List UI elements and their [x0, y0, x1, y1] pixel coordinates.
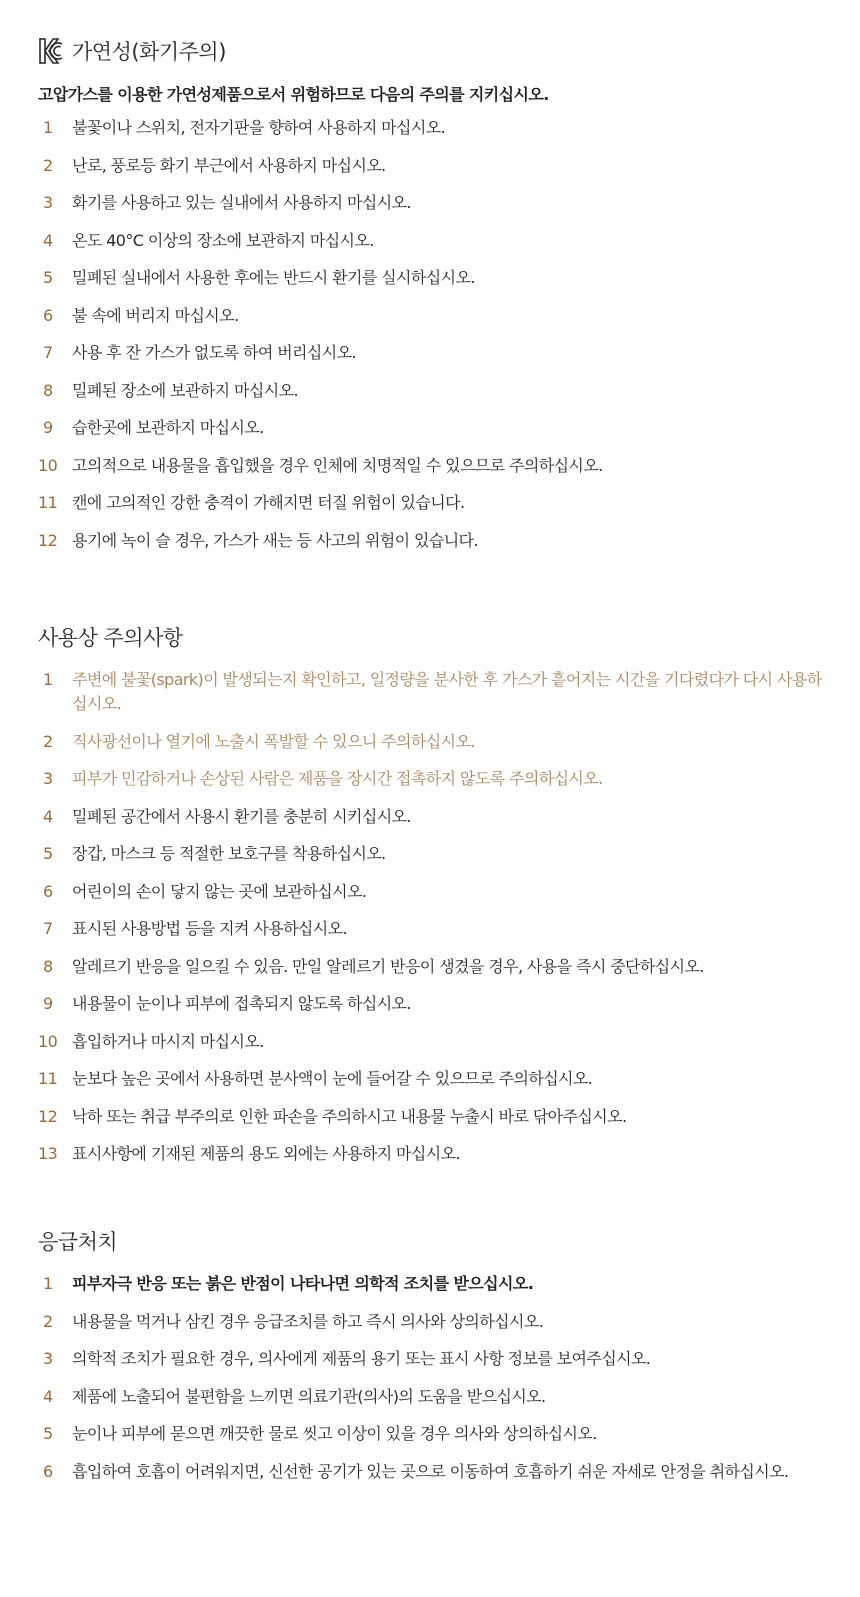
item-text: 낙하 또는 취급 부주의로 인한 파손을 주의하시고 내용물 누출시 바로 닦아주십시오.	[72, 1106, 627, 1126]
usage-title: 사용상 주의사항	[38, 626, 183, 650]
item-number: 13	[38, 1144, 58, 1163]
item-number: 9	[43, 418, 53, 437]
item-number: 11	[38, 1069, 58, 1088]
item-number: 3	[43, 769, 53, 788]
item-text: 화기를 사용하고 있는 실내에서 사용하지 마십시오.	[72, 193, 411, 212]
item-text: 어린이의 손이 닿지 않는 곳에 보관하십시오.	[72, 881, 367, 901]
first-aid-header	[38, 1224, 828, 1258]
item-text: 내용물이 눈이나 피부에 접촉되지 않도록 하십시오.	[72, 994, 411, 1013]
item-number: 6	[43, 1461, 53, 1481]
list-item	[38, 805, 828, 829]
item-number: 7	[43, 919, 53, 938]
list-item	[38, 1460, 828, 1484]
list-item	[38, 116, 828, 140]
kc-certification-icon	[38, 37, 64, 65]
list-item	[38, 1105, 828, 1129]
item-text: 고의적으로 내용물을 흡입했을 경우 인체에 치명적일 수 있으므로 주의하십시오.	[72, 455, 603, 475]
list-item	[38, 1272, 828, 1296]
list-item	[38, 1385, 828, 1409]
item-text: 난로, 풍로등 화기 부근에서 사용하지 마십시오.	[72, 155, 386, 175]
item-text: 흡입하여 호흡이 어려워지면, 신선한 공기가 있는 곳으로 이동하여 호흡하기 쉬운 자세로 안정을 취하십시오.	[72, 1461, 789, 1481]
list-item	[38, 917, 828, 941]
item-text: 용기에 녹이 슬 경우, 가스가 새는 등 사고의 위험이 있습니다.	[72, 530, 478, 550]
item-text: 알레르기 반응을 일으킬 수 있음. 만일 알레르기 반응이 생겼을 경우, 사용을 즉시 중단하십시오.	[72, 956, 704, 976]
item-text: 불꽃이나 스위치, 전자기판을 향하여 사용하지 마십시오.	[72, 118, 446, 137]
list-item	[38, 767, 828, 791]
item-text: 주변에 불꽃(spark)이 발생되는지 확인하고, 일정량을 분사한 후 가스가 흩어지는 시간을 기다렸다가 다시 사용하십시오.	[72, 670, 822, 713]
list-item	[38, 529, 828, 553]
item-number: 10	[38, 1031, 58, 1051]
flammability-header	[38, 34, 828, 68]
list-item	[38, 880, 828, 904]
item-number: 6	[43, 305, 53, 325]
item-text: 의학적 조치가 필요한 경우, 의사에게 제품의 용기 또는 표시 사항 정보를 보여주십시오.	[72, 1349, 651, 1368]
list-item	[38, 1422, 828, 1446]
item-number: 8	[43, 380, 53, 400]
item-number: 5	[43, 1424, 53, 1443]
item-text: 직사광선이나 열기에 노출시 폭발할 수 있으니 주의하십시오.	[72, 731, 475, 751]
first-aid-list	[38, 1272, 828, 1484]
item-number: 4	[43, 230, 53, 250]
item-number: 2	[43, 731, 53, 751]
item-text: 표시사항에 기재된 제품의 용도 외에는 사용하지 마십시오.	[72, 1144, 460, 1163]
list-item	[38, 842, 828, 866]
item-text: 피부자극 반응 또는 붉은 반점이 나타나면 의학적 조치를 받으십시오.	[72, 1274, 534, 1293]
item-number: 4	[43, 1386, 53, 1406]
item-text: 사용 후 잔 가스가 없도록 하여 버리십시오.	[72, 343, 356, 362]
item-number: 7	[43, 343, 53, 362]
item-text: 밀폐된 공간에서 사용시 환기를 충분히 시키십시오.	[72, 806, 411, 826]
item-text: 제품에 노출되어 불편함을 느끼면 의료기관(의사)의 도움을 받으십시오.	[72, 1386, 546, 1406]
list-item	[38, 730, 828, 754]
list-item	[38, 1347, 828, 1371]
first-aid-title: 응급처치	[38, 1230, 118, 1254]
list-item	[38, 992, 828, 1016]
item-number: 12	[38, 530, 58, 550]
list-item	[38, 304, 828, 328]
item-number: 4	[43, 806, 53, 826]
list-item	[38, 341, 828, 365]
list-item	[38, 1142, 828, 1166]
flammability-title: 가연성(화기주의)	[72, 40, 226, 64]
flammability-section	[38, 34, 828, 553]
item-text: 내용물을 먹거나 삼킨 경우 응급조치를 하고 즉시 의사와 상의하십시오.	[72, 1311, 544, 1331]
item-text: 피부가 민감하거나 손상된 사람은 제품을 장시간 접촉하지 않도록 주의하십시오.	[72, 769, 603, 788]
usage-list	[38, 668, 828, 1166]
list-item	[38, 229, 828, 253]
item-number: 11	[38, 493, 58, 512]
item-number: 1	[43, 1274, 53, 1293]
list-item	[38, 491, 828, 515]
list-item	[38, 154, 828, 178]
item-number: 9	[43, 994, 53, 1013]
list-item	[38, 668, 828, 716]
list-item	[38, 454, 828, 478]
flammability-intro: 고압가스를 이용한 가연성제품으로서 위험하므로 다음의 주의를 지키십시오.	[38, 85, 549, 104]
list-item	[38, 191, 828, 215]
item-text: 표시된 사용방법 등을 지켜 사용하십시오.	[72, 919, 347, 938]
list-item	[38, 1030, 828, 1054]
item-number: 5	[43, 844, 53, 863]
item-number: 3	[43, 193, 53, 212]
item-number: 1	[43, 118, 53, 137]
list-item	[38, 955, 828, 979]
flammability-list	[38, 116, 828, 553]
list-item	[38, 1067, 828, 1091]
list-item	[38, 1310, 828, 1334]
item-text: 밀폐된 실내에서 사용한 후에는 반드시 환기를 실시하십시오.	[72, 268, 475, 287]
usage-section	[38, 620, 828, 1166]
item-text: 습한곳에 보관하지 마십시오.	[72, 418, 264, 437]
item-text: 온도 40°C 이상의 장소에 보관하지 마십시오.	[72, 230, 374, 250]
item-number: 10	[38, 455, 58, 475]
list-item	[38, 379, 828, 403]
item-text: 흡입하거나 마시지 마십시오.	[72, 1031, 264, 1051]
item-number: 3	[43, 1349, 53, 1368]
list-item	[38, 266, 828, 290]
item-number: 1	[43, 670, 53, 689]
item-text: 눈보다 높은 곳에서 사용하면 분사액이 눈에 들어갈 수 있으므로 주의하십시오.	[72, 1069, 593, 1088]
usage-header	[38, 620, 828, 654]
item-text: 눈이나 피부에 묻으면 깨끗한 물로 씻고 이상이 있을 경우 의사와 상의하십시오.	[72, 1424, 597, 1443]
item-number: 12	[38, 1106, 58, 1126]
item-number: 6	[43, 881, 53, 901]
item-text: 장갑, 마스크 등 적절한 보호구를 착용하십시오.	[72, 844, 386, 863]
item-text: 불 속에 버리지 마십시오.	[72, 305, 239, 325]
item-number: 5	[43, 268, 53, 287]
item-text: 캔에 고의적인 강한 충격이 가해지면 터질 위험이 있습니다.	[72, 493, 465, 512]
list-item	[38, 416, 828, 440]
item-text: 밀폐된 장소에 보관하지 마십시오.	[72, 380, 298, 400]
item-number: 2	[43, 155, 53, 175]
item-number: 2	[43, 1311, 53, 1331]
item-number: 8	[43, 956, 53, 976]
first-aid-section	[38, 1224, 828, 1484]
